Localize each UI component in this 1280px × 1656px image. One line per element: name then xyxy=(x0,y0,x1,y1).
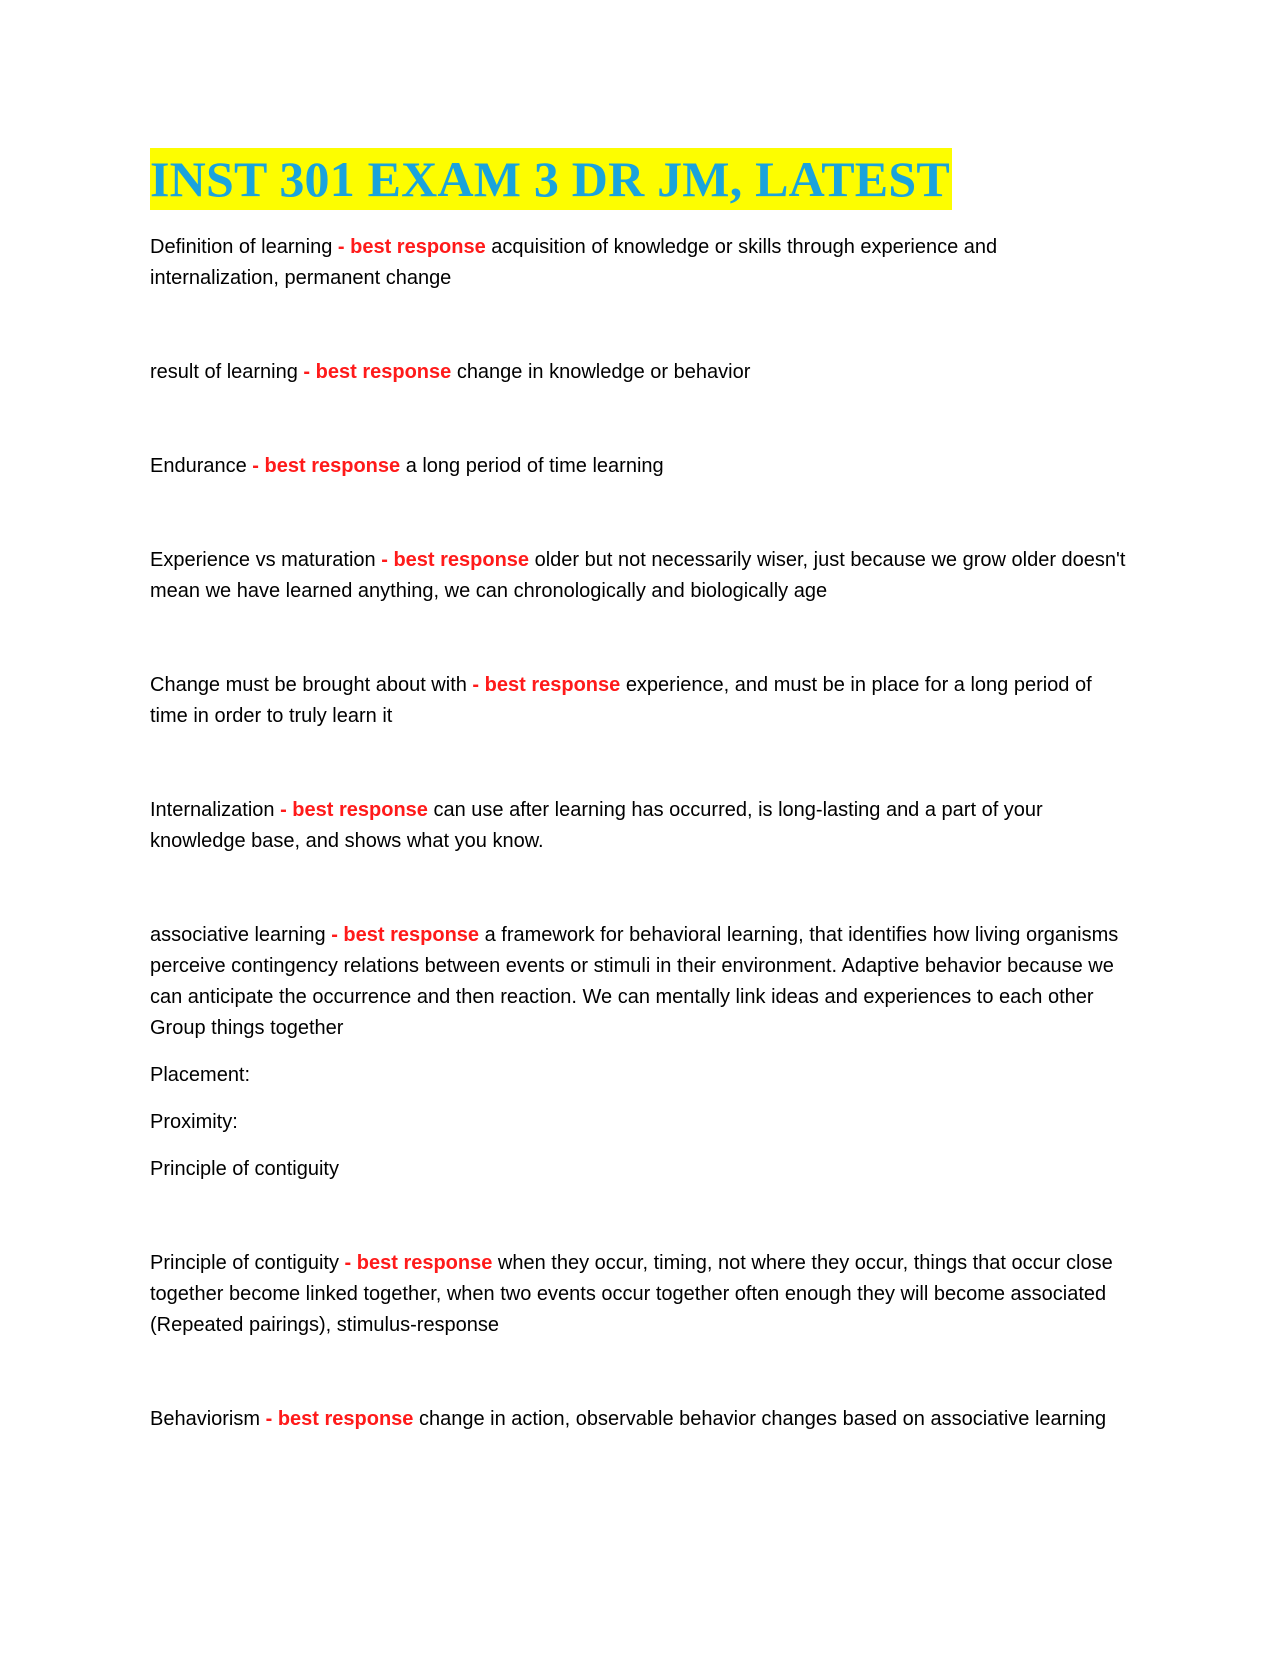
entry-term: Change must be brought about with xyxy=(150,674,467,696)
best-response-marker: - best response xyxy=(332,236,492,258)
entry-term: Internalization xyxy=(150,799,275,821)
entry-term: Principle of contiguity xyxy=(150,1252,339,1274)
entry-principle-of-contiguity xyxy=(150,1248,1130,1341)
entry-answer: when they occur, timing, not where they occur, things that occur close together become linked together, when two events occur together often enough they will become associated (Repeated pairings), stimulus-response xyxy=(150,1252,1113,1336)
entry-internalization xyxy=(150,795,1130,857)
entry-behaviorism xyxy=(150,1404,1130,1435)
best-response-marker: - best response xyxy=(297,361,457,383)
best-response-marker: - best response xyxy=(246,455,406,477)
entry-answer: a framework for behavioral learning, that identifies how living organisms perceive contingency relations between events or stimuli in their environment. Adaptive behavior because we can anticipate the occurrence and then reaction. We can mentally link ideas and experiences to each other Group things together xyxy=(150,924,1119,1039)
entry-answer: a long period of time learning xyxy=(405,455,664,477)
entry-answer: can use after learning has occurred, is long-lasting and a part of your knowledge base, and shows what you know. xyxy=(150,799,1043,852)
best-response-marker: - best response xyxy=(375,549,535,571)
plain-line-placement: Placement: xyxy=(150,1064,251,1086)
entry-term: associative learning xyxy=(150,924,326,946)
best-response-marker: - best response xyxy=(466,674,626,696)
entry-experience-vs-maturation xyxy=(150,545,1130,607)
entry-answer: older but not necessarily wiser, just because we grow older doesn't mean we have learned anything, we can chronologically and biologically age xyxy=(150,549,1126,602)
entry-answer: change in action, observable behavior changes based on associative learning xyxy=(418,1408,1107,1430)
best-response-marker: - best response xyxy=(274,799,434,821)
best-response-marker: - best response xyxy=(325,924,485,946)
plain-line-proximity: Proximity: xyxy=(150,1111,238,1133)
best-response-marker: - best response xyxy=(338,1252,498,1274)
entry-answer: experience, and must be in place for a long period of time in order to truly learn it xyxy=(150,674,1092,727)
entry-definition-of-learning xyxy=(150,232,1130,294)
entry-term: Definition of learning xyxy=(150,236,333,258)
plain-line-principle-of-contiguity: Principle of contiguity xyxy=(150,1158,339,1180)
entry-list xyxy=(150,232,1130,1435)
entry-term: Behaviorism xyxy=(150,1408,261,1430)
entry-term: result of learning xyxy=(150,361,298,383)
entry-answer: acquisition of knowledge or skills through experience and internalization, permanent change xyxy=(150,236,998,289)
best-response-marker: - best response xyxy=(260,1408,419,1430)
entry-change-brought-about xyxy=(150,670,1130,732)
entry-answer: change in knowledge or behavior xyxy=(456,361,751,383)
entry-result-of-learning xyxy=(150,357,1130,388)
entry-term: Experience vs maturation xyxy=(150,549,376,571)
document-page xyxy=(150,148,1130,1435)
entry-associative-learning xyxy=(150,920,1130,1044)
entry-endurance xyxy=(150,451,1130,482)
entry-term: Endurance xyxy=(150,455,247,477)
document-title: INST 301 EXAM 3 DR JM, LATEST xyxy=(150,148,952,210)
